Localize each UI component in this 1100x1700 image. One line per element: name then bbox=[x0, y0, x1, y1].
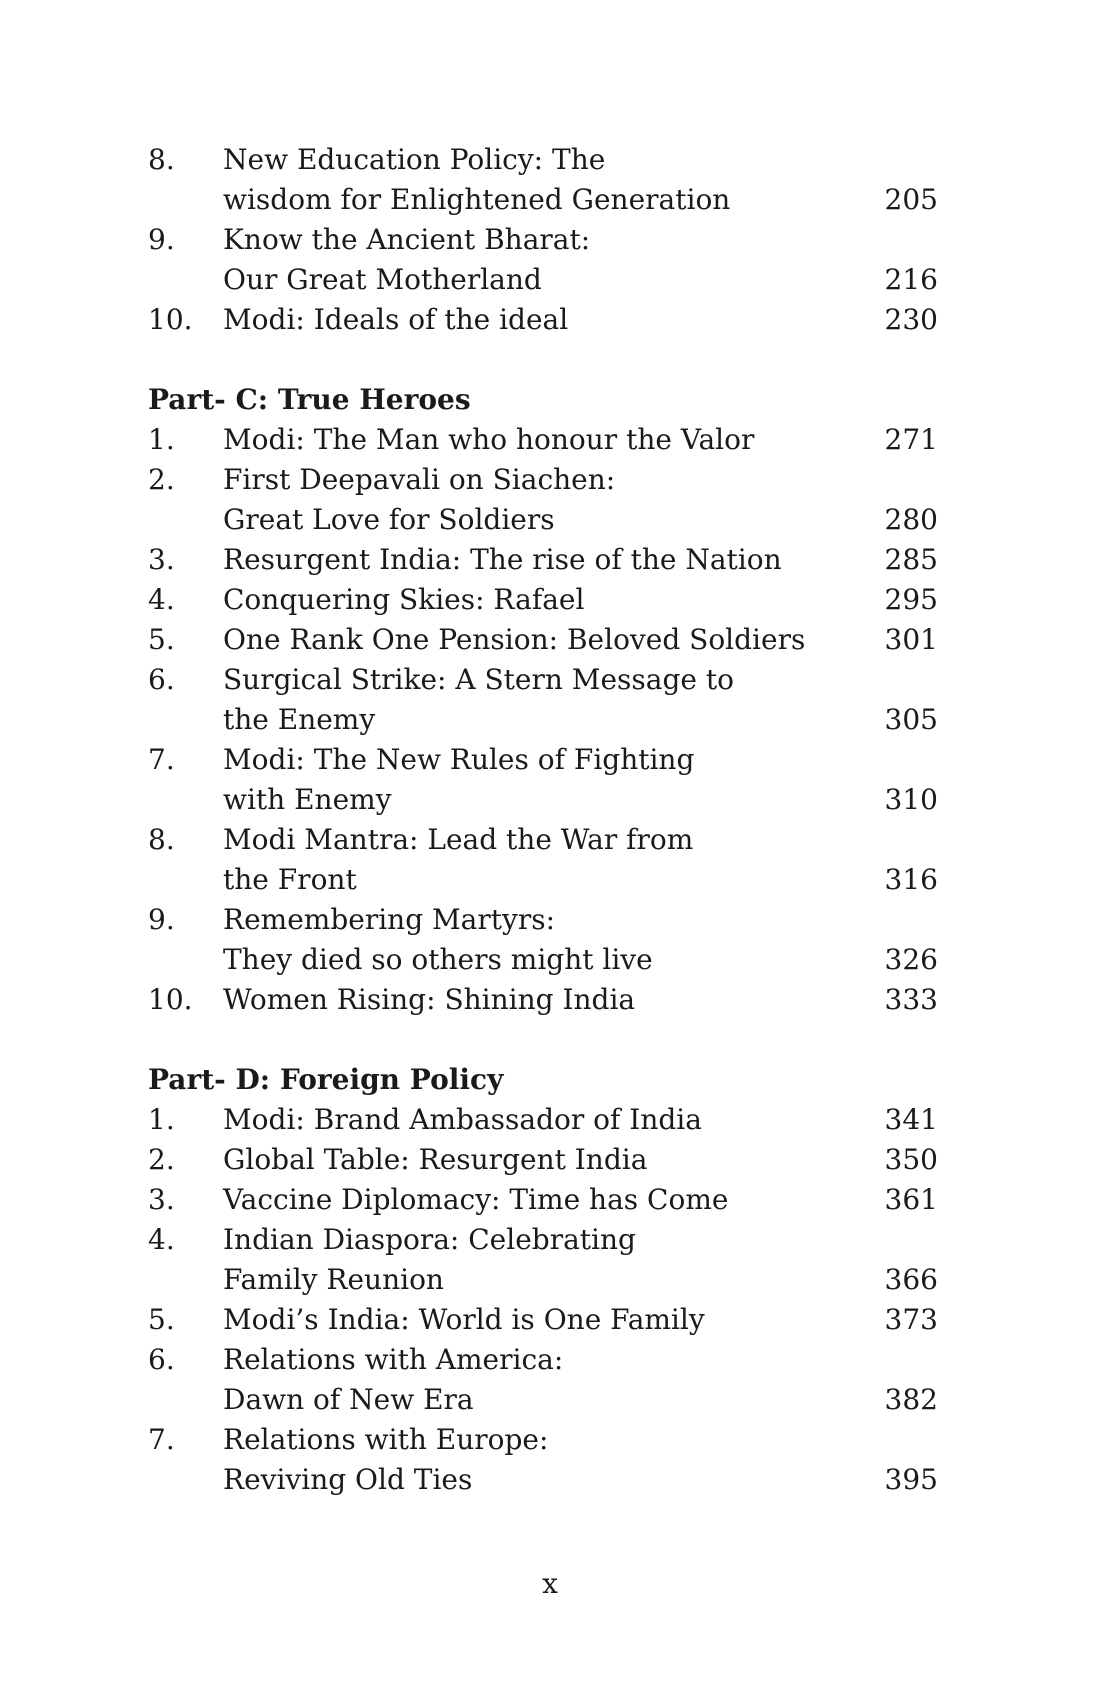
page-number-ref: 280 bbox=[884, 503, 938, 536]
chapter-number: 2. bbox=[148, 463, 175, 496]
chapter-title bbox=[223, 540, 868, 580]
chapter-number: 7. bbox=[148, 1423, 175, 1456]
chapter-title bbox=[223, 1140, 868, 1180]
toc-entry bbox=[148, 1300, 938, 1340]
chapter-title bbox=[223, 900, 868, 980]
chapter-title-line: Dawn of New Era bbox=[223, 1383, 474, 1416]
chapter-title bbox=[223, 300, 868, 340]
chapter-title bbox=[223, 1100, 868, 1140]
toc-entry bbox=[148, 740, 938, 820]
part-heading: Part- D: Foreign Policy bbox=[148, 1063, 504, 1096]
toc-entry bbox=[148, 820, 938, 900]
chapter-title-line: the Enemy bbox=[223, 703, 376, 736]
chapter-title-line: Great Love for Soldiers bbox=[223, 503, 555, 536]
chapter-title bbox=[223, 1220, 868, 1300]
chapter-title bbox=[223, 580, 868, 620]
chapter-title-line: Modi Mantra: Lead the War from bbox=[223, 823, 694, 856]
toc-entry bbox=[148, 900, 938, 980]
chapter-title bbox=[223, 1340, 868, 1420]
page-number-ref: 271 bbox=[884, 423, 938, 456]
toc-entry bbox=[148, 300, 938, 340]
chapter-title-line: Family Reunion bbox=[223, 1263, 444, 1296]
toc-entry bbox=[148, 140, 938, 220]
chapter-number: 1. bbox=[148, 1103, 175, 1136]
toc-section bbox=[148, 140, 938, 340]
chapter-title-line: Our Great Motherland bbox=[223, 263, 542, 296]
page-number-ref: 285 bbox=[884, 543, 938, 576]
chapter-number: 5. bbox=[148, 623, 175, 656]
toc-entry bbox=[148, 220, 938, 300]
chapter-title-line: Relations with Europe: bbox=[223, 1423, 549, 1456]
page-number-ref: 295 bbox=[884, 583, 938, 616]
page-number-ref: 301 bbox=[884, 623, 938, 656]
page-number: x bbox=[542, 1567, 558, 1600]
chapter-title-line: Surgical Strike: A Stern Message to bbox=[223, 663, 734, 696]
chapter-title-line: Relations with America: bbox=[223, 1343, 564, 1376]
toc-entry bbox=[148, 1180, 938, 1220]
chapter-title-line: Modi: The New Rules of Fighting bbox=[223, 743, 695, 776]
chapter-title-line: New Education Policy: The bbox=[223, 143, 606, 176]
toc-entry bbox=[148, 980, 938, 1020]
chapter-title-line: Conquering Skies: Rafael bbox=[223, 583, 585, 616]
chapter-title-line: with Enemy bbox=[223, 783, 392, 816]
part-heading: Part- C: True Heroes bbox=[148, 383, 471, 416]
chapter-title-line: Vaccine Diplomacy: Time has Come bbox=[223, 1183, 729, 1216]
chapter-number: 2. bbox=[148, 1143, 175, 1176]
chapter-title-line: Remembering Martyrs: bbox=[223, 903, 556, 936]
chapter-title bbox=[223, 220, 868, 300]
page-number-ref: 333 bbox=[884, 983, 938, 1016]
chapter-title bbox=[223, 740, 868, 820]
toc-entry bbox=[148, 1420, 938, 1500]
chapter-title bbox=[223, 140, 868, 220]
chapter-title bbox=[223, 980, 868, 1020]
chapter-title bbox=[223, 460, 868, 540]
chapter-title bbox=[223, 1420, 868, 1500]
page-number-ref: 305 bbox=[884, 703, 938, 736]
page-number-ref: 216 bbox=[884, 263, 938, 296]
table-of-contents bbox=[148, 140, 938, 1500]
toc-entry bbox=[148, 580, 938, 620]
chapter-title-line: Indian Diaspora: Celebrating bbox=[223, 1223, 636, 1256]
chapter-title-line: Modi: The Man who honour the Valor bbox=[223, 423, 755, 456]
page-number-ref: 373 bbox=[884, 1303, 938, 1336]
page-number-ref: 366 bbox=[884, 1263, 938, 1296]
chapter-title-line: Modi: Ideals of the ideal bbox=[223, 303, 569, 336]
page-number-ref: 382 bbox=[884, 1383, 938, 1416]
chapter-number: 4. bbox=[148, 1223, 175, 1256]
chapter-title-line: They died so others might live bbox=[223, 943, 653, 976]
chapter-title bbox=[223, 1300, 868, 1340]
chapter-number: 10. bbox=[148, 303, 193, 336]
chapter-title-line: Reviving Old Ties bbox=[223, 1463, 473, 1496]
toc-entry bbox=[148, 420, 938, 460]
page-number-ref: 316 bbox=[884, 863, 938, 896]
chapter-title-line: First Deepavali on Siachen: bbox=[223, 463, 616, 496]
chapter-number: 8. bbox=[148, 143, 175, 176]
chapter-number: 10. bbox=[148, 983, 193, 1016]
toc-section bbox=[148, 380, 938, 1020]
chapter-title-line: the Front bbox=[223, 863, 357, 896]
toc-entry bbox=[148, 460, 938, 540]
chapter-number: 3. bbox=[148, 543, 175, 576]
chapter-title bbox=[223, 820, 868, 900]
chapter-title-line: Global Table: Resurgent India bbox=[223, 1143, 648, 1176]
toc-entry bbox=[148, 660, 938, 740]
chapter-number: 3. bbox=[148, 1183, 175, 1216]
toc-entry bbox=[148, 540, 938, 580]
page-number-ref: 230 bbox=[884, 303, 938, 336]
page-number-ref: 326 bbox=[884, 943, 938, 976]
chapter-number: 4. bbox=[148, 583, 175, 616]
page-number-ref: 205 bbox=[884, 183, 938, 216]
chapter-title-line: Know the Ancient Bharat: bbox=[223, 223, 591, 256]
chapter-title-line: Resurgent India: The rise of the Nation bbox=[223, 543, 782, 576]
toc-entry bbox=[148, 1220, 938, 1300]
chapter-title-line: Modi: Brand Ambassador of India bbox=[223, 1103, 702, 1136]
chapter-title-line: Women Rising: Shining India bbox=[223, 983, 636, 1016]
toc-entry bbox=[148, 1340, 938, 1420]
toc-entry bbox=[148, 1100, 938, 1140]
chapter-number: 1. bbox=[148, 423, 175, 456]
chapter-number: 6. bbox=[148, 663, 175, 696]
toc-entry bbox=[148, 620, 938, 660]
chapter-title bbox=[223, 1180, 868, 1220]
chapter-number: 8. bbox=[148, 823, 175, 856]
chapter-number: 9. bbox=[148, 903, 175, 936]
toc-section bbox=[148, 1060, 938, 1500]
chapter-title bbox=[223, 660, 868, 740]
chapter-number: 9. bbox=[148, 223, 175, 256]
chapter-title bbox=[223, 420, 868, 460]
page-number-ref: 310 bbox=[884, 783, 938, 816]
chapter-number: 7. bbox=[148, 743, 175, 776]
toc-entry bbox=[148, 1140, 938, 1180]
chapter-title-line: Modi’s India: World is One Family bbox=[223, 1303, 705, 1336]
chapter-number: 5. bbox=[148, 1303, 175, 1336]
page-number-ref: 341 bbox=[884, 1103, 938, 1136]
page-number-ref: 361 bbox=[884, 1183, 938, 1216]
chapter-number: 6. bbox=[148, 1343, 175, 1376]
page-number-ref: 395 bbox=[884, 1463, 938, 1496]
page-number-ref: 350 bbox=[884, 1143, 938, 1176]
chapter-title-line: One Rank One Pension: Beloved Soldiers bbox=[223, 623, 806, 656]
chapter-title bbox=[223, 620, 868, 660]
chapter-title-line: wisdom for Enlightened Generation bbox=[223, 183, 731, 216]
